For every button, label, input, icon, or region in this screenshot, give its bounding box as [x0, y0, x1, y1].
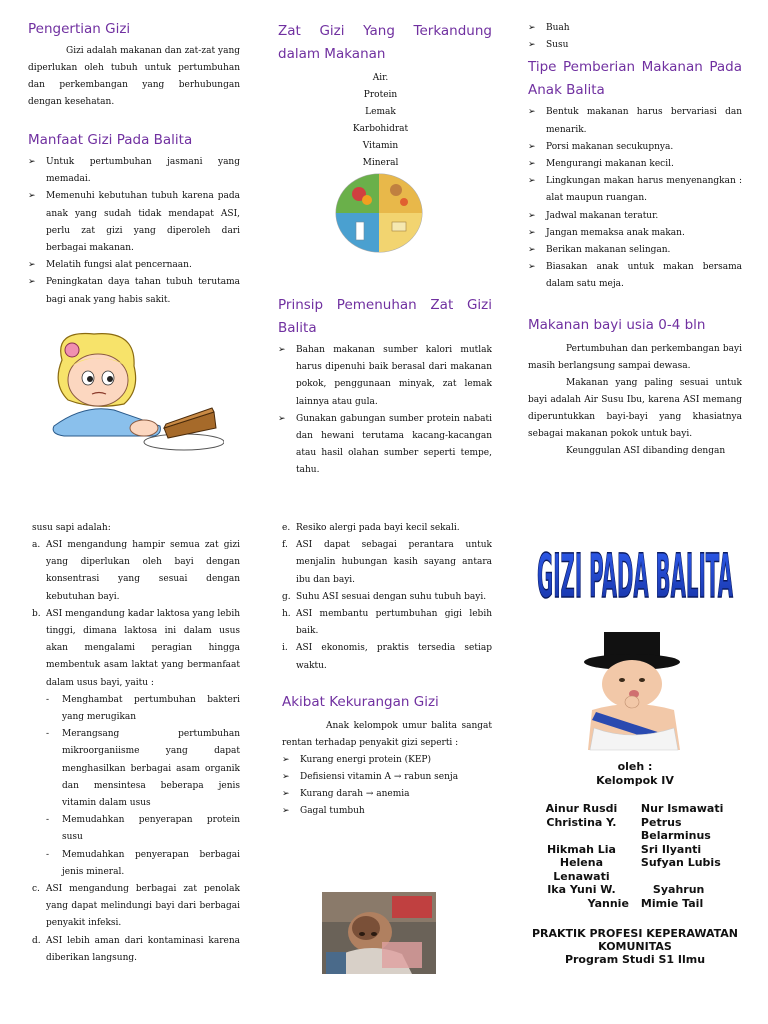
asi-list-cd: [32, 881, 240, 967]
list-item: [282, 537, 492, 589]
list-item: - Merangsang pertumbuhan mikroorganiisme yang dapat menghasilkan berbagai asam organik dan mensintesa beberapa jenis vitamin dalam usus: [46, 726, 240, 812]
list-marker: e.: [282, 523, 291, 533]
panel-col5: [282, 520, 492, 821]
asi-benefit-sublist: [32, 692, 240, 881]
akibat-heading: Akibat Kekurangan Gizi: [282, 693, 439, 710]
col4-intro: susu sapi adalah:: [32, 523, 111, 533]
list-item: Lemak: [365, 107, 396, 117]
baby-top-hat-image: [570, 632, 710, 752]
list-item: ➢ Melatih fungsi alat pencernaan.: [28, 257, 240, 274]
list-text: ASI membantu pertumbuhan gigi lebih baik.: [296, 609, 492, 637]
author-columns: [528, 802, 742, 910]
list-item: ➢ Defisiensi vitamin A → rabun senja: [282, 769, 492, 786]
list-item: ➢ Kurang darah → anemia: [282, 786, 492, 803]
list-item: - Menghambat pertumbuhan bakteri yang merugikan: [46, 692, 240, 726]
list-item: ➢ Buah: [528, 20, 742, 37]
list-item: [282, 520, 492, 537]
author-name: Sri Ilyanti: [640, 842, 702, 856]
list-item: ➢ Gagal tumbuh: [282, 803, 492, 820]
list-item: - Memudahkan penyerapan protein susu: [46, 812, 240, 846]
list-item: ➢ Jangan memaksa anak makan.: [528, 225, 742, 242]
list-item: ➢ Bahan makanan sumber kalori mutlak harus dipenuhi baik berasal dari makanan pokok, penggunaan minyak, zat lemak lainnya atau gula.: [278, 342, 492, 411]
bayi-paragraph-2: Makanan yang paling sesuai untuk bayi adalah Air Susu Ibu, karena ASI memang diperuntukkan bayi-bayi yang khasiatnya sebagai makanan pokok untuk bayi.: [528, 377, 742, 439]
food-plate-image: [334, 172, 424, 254]
list-item: ➢ Jadwal makanan teratur.: [528, 208, 742, 225]
list-item: ➢ Susu: [528, 37, 742, 54]
footer-line-3: Program Studi S1 Ilmu: [564, 953, 706, 966]
list-marker: a.: [32, 540, 41, 550]
girl-eating-clipart: [44, 330, 224, 452]
footer-line-2: KOMUNITAS: [598, 940, 672, 953]
panel-col2: [278, 20, 492, 172]
list-item: Karbohidrat: [352, 124, 409, 134]
list-item: - Memudahkan penyerapan berbagai jenis mineral.: [46, 847, 240, 881]
list-text: Suhu ASI sesuai dengan suhu tubuh bayi.: [296, 591, 487, 602]
zat-heading: Zat Gizi Yang Terkandung dalam Makanan: [278, 23, 492, 62]
zat-list: [278, 70, 483, 172]
bayi-paragraph-1: Pertumbuhan dan perkembangan bayi masih berlangsung sampai dewasa.: [528, 343, 742, 371]
list-item: ➢ Peningkatan daya tahan tubuh terutama bagi anak yang habis sakit.: [28, 274, 240, 308]
list-item: ➢ Memenuhi kebutuhan tubuh karena pada anak yang sudah tidak mendapat ASI, perlu zat gizi yang diperoleh dari berbagai makanan.: [28, 188, 240, 257]
pengertian-text: Gizi adalah makanan dan zat-zat yang diperlukan oleh tubuh untuk pertumbuhan dan perkembangan yang berhubungan dengan kesehatan.: [28, 46, 240, 107]
author-name: Belarminus: [640, 829, 711, 842]
author-name: [641, 870, 742, 884]
author-name: Lenawati: [553, 869, 610, 883]
kelompok-label: Kelompok IV: [596, 774, 674, 787]
author-name: Ika Yuni W.: [547, 883, 616, 896]
panel-col2-bottom: [278, 294, 492, 480]
footer-line-1: PRAKTIK PROFESI KEPERAWATAN: [531, 927, 739, 940]
list-item: ➢ Untuk pertumbuhan jasmani yang memadai.: [28, 154, 240, 188]
list-item: ➢ Porsi makanan secukupnya.: [528, 139, 742, 156]
list-item: Air.: [372, 73, 389, 83]
prinsip-heading: Prinsip Pemenuhan Zat Gizi Balita: [278, 297, 492, 336]
list-item: ➢ Gunakan gabungan sumber protein nabati dan hewani terutama kacang-kacangan atau hasil olahan sumber seperti tempe, tahu.: [278, 411, 492, 480]
tipe-list: [528, 104, 742, 293]
tipe-heading: Tipe Pemberian Makanan Pada Anak Balita: [528, 59, 742, 99]
list-marker: b.: [32, 608, 41, 619]
list-text: ASI dapat sebagai perantara untuk menjalin hubungan kasih sayang antara ibu dan bayi.: [296, 540, 492, 585]
list-text: ASI mengandung kadar laktosa yang lebih tinggi, dimana laktosa ini dalam usus akan mengalami peragian hingga membentuk asam laktat yang bermanfaat dalam usus bayi, yaitu :: [46, 608, 240, 688]
author-name: Mimie Tail: [640, 896, 704, 910]
author-name: Helena: [559, 856, 604, 869]
list-item: ➢ Mengurangi makanan kecil.: [528, 156, 742, 173]
list-text: ASI ekonomis, praktis tersedia setiap waktu.: [296, 643, 492, 671]
cover-title: [532, 536, 738, 626]
author-name: Ainur Rusdi: [545, 802, 618, 815]
cover-title-text: GIZI PADA BALITA: [537, 541, 734, 612]
list-item: ➢ Berikan makanan selingan.: [528, 242, 742, 259]
author-column-right: [635, 802, 742, 910]
list-item: ➢ Kurang energi protein (KEP): [282, 752, 492, 769]
asi-list-ab: [32, 537, 240, 692]
akibat-text: Anak kelompok umur balita sangat rentan terhadap penyakit gizi seperti :: [282, 720, 492, 748]
cover-footer: [520, 927, 750, 966]
list-marker: c.: [32, 884, 40, 895]
author-list: [528, 802, 742, 910]
list-text: ASI mengandung hampir semua zat gizi yang diperlukan oleh bayi dengan konsentrasi yang sesuai dengan kebutuhan bayi.: [46, 540, 240, 602]
list-item: [282, 640, 492, 674]
list-item: [32, 537, 240, 606]
bayi-paragraph-3: Keunggulan ASI dibanding dengan: [566, 445, 726, 456]
list-item: [282, 589, 492, 606]
panel-col1: [28, 18, 240, 309]
author-name: Yannie: [587, 896, 629, 910]
author-name: Syahrun: [652, 883, 705, 896]
list-item: Protein: [363, 90, 398, 100]
author-name: Christina Y.: [546, 815, 617, 829]
list-marker: f.: [282, 540, 288, 551]
cover-byline: [528, 760, 742, 788]
list-text: Resiko alergi pada bayi kecil sekali.: [296, 523, 460, 533]
list-marker: i.: [282, 643, 288, 654]
list-item: ➢ Lingkungan makan harus menyenangkan : alat maupun ruangan.: [528, 173, 742, 207]
akibat-list: [282, 752, 492, 821]
list-item: Mineral: [362, 158, 399, 168]
author-name: Nur Ismawati: [640, 802, 724, 815]
list-marker: h.: [282, 609, 291, 620]
author-name: Hikmah Lia: [546, 842, 616, 856]
manfaat-heading: Manfaat Gizi Pada Balita: [28, 132, 193, 148]
list-text: ASI lebih aman dari kontaminasi karena diberikan langsung.: [46, 935, 240, 963]
list-item: [32, 881, 240, 933]
manfaat-list: [28, 154, 240, 309]
author-name: [528, 829, 635, 843]
child-photo: [322, 892, 436, 974]
top-list: [528, 20, 742, 54]
prinsip-list: [278, 342, 492, 480]
list-text: ASI mengandung berbagai zat penolak yang dapat melindungi bayi dari berbagai penyakit infeksi.: [46, 884, 240, 929]
panel-col4: [32, 520, 240, 967]
author-name: Petrus: [640, 815, 682, 829]
author-column-left: [528, 802, 635, 910]
asi-list-ei: [282, 520, 492, 675]
list-item: ➢ Bentuk makanan harus bervariasi dan menarik.: [528, 104, 742, 138]
list-marker: d.: [32, 935, 41, 946]
pengertian-heading: Pengertian Gizi: [28, 21, 131, 37]
oleh-label: oleh :: [617, 760, 653, 773]
author-name: Sufyan Lubis: [640, 856, 721, 869]
bayi-heading: Makanan bayi usia 0-4 bln: [528, 316, 706, 333]
list-item: [32, 933, 240, 967]
panel-col3: [528, 20, 742, 460]
list-item: [32, 606, 240, 692]
list-item: ➢ Biasakan anak untuk makan bersama dalam satu meja.: [528, 259, 742, 293]
list-item: Vitamin: [362, 141, 399, 151]
list-marker: g.: [282, 591, 291, 602]
list-item: [282, 606, 492, 640]
